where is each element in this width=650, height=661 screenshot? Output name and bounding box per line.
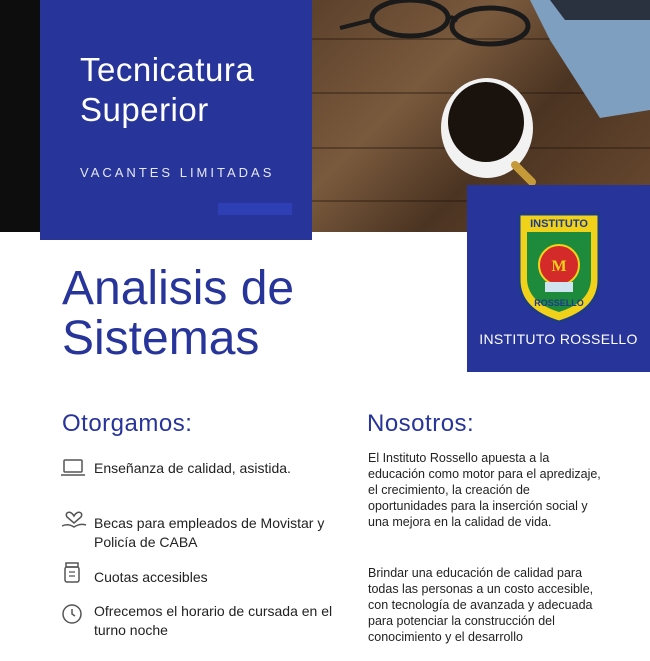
institute-shield-logo <box>515 210 603 325</box>
badge-bottom-text: ROSSELLO <box>534 298 584 308</box>
jar-icon <box>60 560 84 584</box>
about-paragraph: El Instituto Rossello apuesta a la educación como motor para el apredizaje, el crecimiento, la creación de oportunidades para la inserción social y una mejora en la calidad de vida. <box>368 451 601 529</box>
heart-hand-icon <box>60 506 88 532</box>
limited-vacancies-label: VACANTES LIMITADAS <box>80 165 275 180</box>
clock-icon <box>60 600 84 624</box>
accent-bar <box>218 203 292 215</box>
about-paragraph: Brindar una educación de calidad para todas las personas a un costo accesible, con tecnología de avanzada y adecuada para potenciar la construcción del conocimiento y el desarrollo <box>368 566 594 644</box>
logo-panel <box>467 185 650 372</box>
course-title: Analisis de Sistemas <box>62 262 295 365</box>
badge-letter: M <box>551 258 567 275</box>
title-panel <box>40 0 312 240</box>
benefit-text: Enseñanza de calidad, asistida. <box>94 460 291 476</box>
about-heading: Nosotros: <box>367 410 475 437</box>
laptop-icon <box>60 457 86 479</box>
institute-name: INSTITUTO ROSSELLO <box>479 331 638 347</box>
glasses-image <box>372 0 448 36</box>
benefits-heading: Otorgamos: <box>62 410 193 437</box>
badge-top-text: INSTITUTO <box>530 218 588 230</box>
benefit-text: Becas para empleados de Movistar y Policía de CABA <box>94 515 325 550</box>
benefit-text: Ofrecemos el horario de cursada en el turno noche <box>94 603 333 638</box>
left-dark-strip <box>0 0 40 232</box>
program-type-title: Tecnicatura Superior <box>80 51 255 128</box>
benefit-text: Cuotas accesibles <box>94 569 208 585</box>
